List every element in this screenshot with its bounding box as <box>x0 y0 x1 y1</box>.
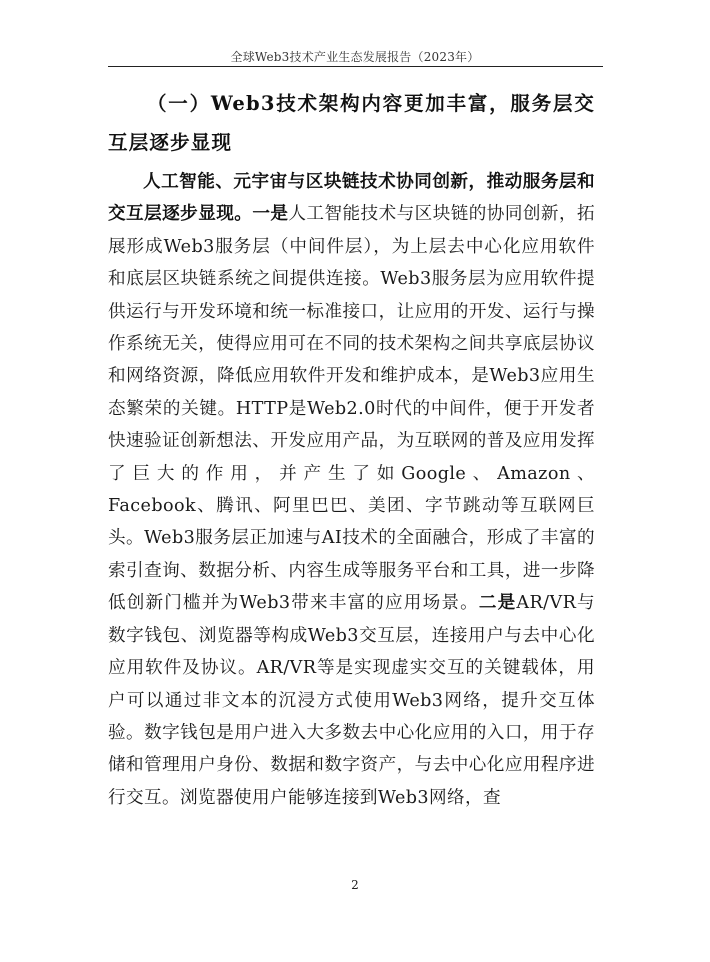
body-paragraph <box>108 166 595 814</box>
page-body <box>108 84 595 814</box>
section-heading: （一）Web3技术架构内容更加丰富，服务层交互层逐步显现 <box>108 92 595 154</box>
paragraph-lead: 人工智能、元宇宙与区块链技术协同创新，推动服务层和交互层逐步显现。 <box>108 172 595 225</box>
point-marker-1: 一是 <box>252 204 289 225</box>
running-header: 全球Web3技术产业生态发展报告（2023年） <box>230 50 480 64</box>
point-marker-2: 二是 <box>478 593 517 614</box>
header-rule <box>108 66 603 67</box>
point-text-1: 人工智能技术与区块链的协同创新，拓展形成Web3服务层（中间件层），为上层去中心化应用软件和底层区块链系统之间提供连接。Web3服务层为应用软件提供运行与开发环境和统一标准接口，让应用的开发、运行与操作系统无关，使得应用可在不同的技术架构之间共享底层协议和网络资源，降低应用软件开发和维护成本，是Web3应用生态繁荣的关键。HTTP是Web2.0时代的中间件，便于开发者快速验证创新想法、开发应用产品，为互联网的普及应用发挥了巨大的作用，并产生了如Google、Amazon、Facebook、腾讯、阿里巴巴、美团、字节跳动等互联网巨头。Web3服务层正加速与AI技术的全面融合，形成了丰富的索引查询、数据分析、内容生成等服务平台和工具，进一步降低创新门槛并为Web3带来丰富的应用场景。 <box>108 204 595 614</box>
page-number: 2 <box>351 878 359 892</box>
point-text-2: AR/VR与数字钱包、浏览器等构成Web3交互层，连接用户与去中心化应用软件及协议。AR/VR等是实现虚实交互的关键载体，用户可以通过非文本的沉浸方式使用Web3网络，提升交互体验。数字钱包是用户进入大多数去中心化应用的入口，用于存储和管理用户身份、数据和数字资产，与去中心化应用程序进行交互。浏览器使用户能够连接到Web3网络，查 <box>108 593 596 808</box>
